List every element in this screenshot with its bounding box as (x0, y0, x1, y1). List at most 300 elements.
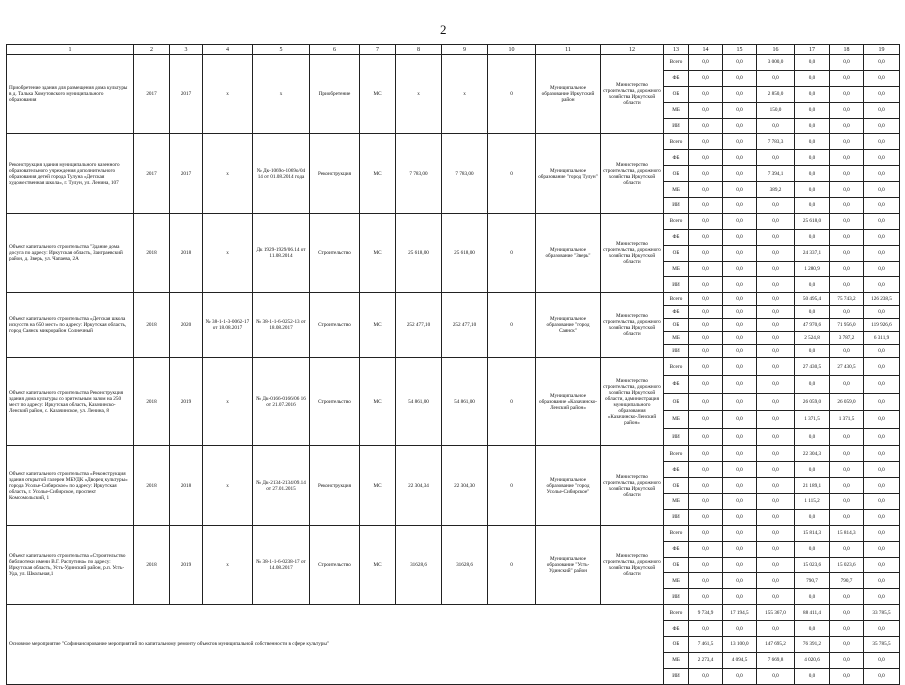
amount-cell: 0,0 (864, 118, 900, 134)
amount-cell: 0,0 (723, 293, 757, 306)
funding-source: Всего (664, 525, 689, 541)
total-amount-cell: 0,0 (723, 621, 757, 637)
object-field-c9: 7 783,00 (442, 134, 488, 213)
amount-cell: 3 000,0 (757, 55, 795, 71)
funding-source: ОБ (664, 478, 689, 494)
object-field-c10: 0 (488, 213, 536, 292)
amount-cell: 0,0 (723, 411, 757, 429)
total-amount-cell: 13 100,0 (723, 637, 757, 653)
amount-cell: 0,0 (795, 509, 830, 525)
funding-source: Всего (664, 446, 689, 462)
total-amount-cell: 0,0 (689, 621, 723, 637)
amount-cell: 0,0 (757, 393, 795, 411)
amount-cell: 0,0 (689, 446, 723, 462)
total-amount-cell: 17 194,5 (723, 605, 757, 621)
amount-cell: 0,0 (864, 494, 900, 510)
amount-cell: 0,0 (723, 198, 757, 214)
table-row (7, 446, 900, 462)
amount-cell: 0,0 (757, 261, 795, 277)
column-number-11: 11 (536, 45, 601, 55)
amount-cell: 0,0 (864, 375, 900, 393)
object-field-c7: МС (360, 525, 396, 604)
funding-source: ФБ (664, 621, 689, 637)
amount-cell: 0,0 (795, 198, 830, 214)
object-field-c6: Строительство (310, 358, 360, 446)
column-number-5: 5 (253, 45, 310, 55)
amount-cell: 0,0 (757, 150, 795, 166)
amount-cell: 26 059,0 (830, 393, 864, 411)
amount-cell: 24 337,1 (795, 245, 830, 261)
total-amount-cell: 35 785,5 (864, 637, 900, 653)
object-field-c12: Министерство строительства, дорожного хозяйства Иркутской области, администрация муниципального образования «Казачинско-Ленский район» (601, 358, 664, 446)
amount-cell: 0,0 (757, 332, 795, 345)
object-field-c8: 22 304,34 (396, 446, 442, 525)
amount-cell: 0,0 (689, 118, 723, 134)
amount-cell: 0,0 (723, 573, 757, 589)
amount-cell: 0,0 (689, 245, 723, 261)
amount-cell: 0,0 (830, 134, 864, 150)
amount-cell: 0,0 (689, 306, 723, 319)
object-field-y2: 2017 (170, 134, 203, 213)
object-field-c7: МС (360, 293, 396, 358)
table-row (7, 55, 900, 71)
object-field-c5: № 38-1-1-6-0238-17 от 14.08.2017 (253, 525, 310, 604)
amount-cell: 0,0 (689, 134, 723, 150)
total-amount-cell: 4 020,6 (795, 652, 830, 668)
amount-cell: 0,0 (830, 198, 864, 214)
object-field-c5: Дк 1929-1929/06.14 от 11.08.2014 (253, 213, 310, 292)
amount-cell: 0,0 (723, 589, 757, 605)
amount-cell: 0,0 (864, 182, 900, 198)
amount-cell: 0,0 (723, 182, 757, 198)
funding-source: ИИ (664, 428, 689, 446)
funding-source: МБ (664, 182, 689, 198)
amount-cell: 0,0 (757, 198, 795, 214)
amount-cell: 0,0 (864, 345, 900, 358)
amount-cell: 0,0 (864, 509, 900, 525)
column-number-2: 2 (134, 45, 170, 55)
total-amount-cell: 4 094,5 (723, 652, 757, 668)
total-amount-cell: 88 411,4 (795, 605, 830, 621)
amount-cell: 0,0 (689, 428, 723, 446)
object-field-c11: Муниципальное образование "Зверь" (536, 213, 601, 292)
object-field-y1: 2018 (134, 358, 170, 446)
column-number-8: 8 (396, 45, 442, 55)
amount-cell: 0,0 (795, 229, 830, 245)
object-field-y2: 2020 (170, 293, 203, 358)
amount-cell: 0,0 (795, 428, 830, 446)
amount-cell: 0,0 (795, 150, 830, 166)
amount-cell: 0,0 (689, 86, 723, 102)
total-amount-cell: 147 695,2 (757, 637, 795, 653)
amount-cell: 0,0 (830, 509, 864, 525)
object-field-c4: х (203, 134, 253, 213)
amount-cell: 22 304,3 (795, 446, 830, 462)
object-field-c10: 0 (488, 525, 536, 604)
amount-cell: 0,0 (830, 102, 864, 118)
amount-cell: 0,0 (723, 358, 757, 376)
amount-cell: 0,0 (689, 393, 723, 411)
amount-cell: 0,0 (864, 306, 900, 319)
amount-cell: 0,0 (864, 213, 900, 229)
amount-cell: 0,0 (830, 118, 864, 134)
amount-cell: 0,0 (757, 213, 795, 229)
total-amount-cell: 0,0 (864, 652, 900, 668)
amount-cell: 790,7 (795, 573, 830, 589)
amount-cell: 0,0 (689, 478, 723, 494)
total-amount-cell: 0,0 (689, 668, 723, 684)
amount-cell: 0,0 (757, 70, 795, 86)
amount-cell: 0,0 (689, 557, 723, 573)
amount-cell: 0,0 (689, 55, 723, 71)
amount-cell: 0,0 (689, 293, 723, 306)
amount-cell: 0,0 (830, 261, 864, 277)
amount-cell: 0,0 (689, 573, 723, 589)
amount-cell: 0,0 (795, 166, 830, 182)
object-field-c4: х (203, 213, 253, 292)
amount-cell: 0,0 (757, 589, 795, 605)
total-amount-cell: 9 734,9 (689, 605, 723, 621)
amount-cell: 50 495,4 (795, 293, 830, 306)
table-row (7, 525, 900, 541)
amount-cell: 27 430,5 (795, 358, 830, 376)
amount-cell: 0,0 (757, 541, 795, 557)
amount-cell: 0,0 (723, 478, 757, 494)
amount-cell: 25 618,0 (795, 213, 830, 229)
amount-cell: 0,0 (795, 375, 830, 393)
funding-source: ИИ (664, 589, 689, 605)
amount-cell: 0,0 (795, 541, 830, 557)
amount-cell: 15 814,3 (795, 525, 830, 541)
object-field-c6: Приобретение (310, 55, 360, 134)
amount-cell: 150,0 (757, 102, 795, 118)
amount-cell: 0,0 (864, 102, 900, 118)
amount-cell: 389,2 (757, 182, 795, 198)
amount-cell: 0,0 (689, 494, 723, 510)
object-field-c12: Министерство строительства, дорожного хозяйства Иркутской области (601, 55, 664, 134)
total-amount-cell: 0,0 (795, 621, 830, 637)
amount-cell: 0,0 (689, 277, 723, 293)
column-number-16: 16 (757, 45, 795, 55)
amount-cell: 0,0 (723, 393, 757, 411)
total-amount-cell: 0,0 (864, 668, 900, 684)
object-name: Реконструкция здания муниципального казенного образовательного учреждения дополнительного образования детей города Тулуна «Детская художественная школа», г. Тулун, ул. Ленина, 107 (7, 134, 134, 213)
amount-cell: 2 524,8 (795, 332, 830, 345)
object-field-c9: 252 477,10 (442, 293, 488, 358)
amount-cell: 0,0 (830, 166, 864, 182)
object-name: Приобретение здания для размещения дома культуры в д. Талька Хомутовского муниципального образования (7, 55, 134, 134)
column-number-3: 3 (170, 45, 203, 55)
amount-cell: 0,0 (864, 229, 900, 245)
object-field-c6: Строительство (310, 525, 360, 604)
total-amount-cell: 7 669,8 (757, 652, 795, 668)
amount-cell: 0,0 (757, 462, 795, 478)
amount-cell: 0,0 (830, 182, 864, 198)
funding-source: ИИ (664, 668, 689, 684)
amount-cell: 0,0 (689, 411, 723, 429)
funding-source: МБ (664, 261, 689, 277)
amount-cell: 0,0 (830, 150, 864, 166)
amount-cell: 0,0 (689, 213, 723, 229)
object-field-c11: Муниципальное образование "Усть-Удинский" район (536, 525, 601, 604)
amount-cell: 0,0 (864, 525, 900, 541)
funding-source: ОБ (664, 86, 689, 102)
amount-cell: 0,0 (757, 306, 795, 319)
amount-cell: 0,0 (795, 55, 830, 71)
amount-cell: 0,0 (757, 446, 795, 462)
amount-cell: 1 280,9 (795, 261, 830, 277)
amount-cell: 0,0 (864, 446, 900, 462)
object-field-c12: Министерство строительства, дорожного хозяйства Иркутской области (601, 293, 664, 358)
amount-cell: 0,0 (830, 589, 864, 605)
object-field-c9: х (442, 55, 488, 134)
object-field-c11: Муниципальное образование "город Тулун" (536, 134, 601, 213)
object-field-c6: Строительство (310, 213, 360, 292)
amount-cell: 0,0 (830, 345, 864, 358)
object-field-c7: МС (360, 55, 396, 134)
amount-cell: 0,0 (689, 462, 723, 478)
total-amount-cell: 0,0 (830, 621, 864, 637)
amount-cell: 0,0 (757, 319, 795, 332)
funding-source: Всего (664, 213, 689, 229)
funding-source: Всего (664, 134, 689, 150)
amount-cell: 0,0 (795, 118, 830, 134)
table-row (7, 213, 900, 229)
amount-cell: 0,0 (689, 70, 723, 86)
object-field-c10: 0 (488, 55, 536, 134)
amount-cell: 0,0 (830, 70, 864, 86)
object-field-y1: 2017 (134, 134, 170, 213)
amount-cell: 26 059,0 (795, 393, 830, 411)
amount-cell: 0,0 (689, 198, 723, 214)
funding-source: МБ (664, 332, 689, 345)
object-name: Объект капитального строительства "Здание дома досуга по адресу: Иркутская область, Заиграевский район, д. Зверь, ул. Чапаева, 2А (7, 213, 134, 292)
amount-cell: 0,0 (830, 245, 864, 261)
funding-source: ОБ (664, 637, 689, 653)
amount-cell: 0,0 (757, 293, 795, 306)
amount-cell: 0,0 (689, 509, 723, 525)
total-label: Основное мероприятие "Софинансирование мероприятий по капитальному ремонту объектов муниципальной собственности в сфере культуры" (7, 605, 664, 684)
amount-cell: 0,0 (689, 589, 723, 605)
amount-cell: 0,0 (864, 541, 900, 557)
total-amount-cell: 155 367,0 (757, 605, 795, 621)
total-amount-cell: 0,0 (830, 652, 864, 668)
amount-cell: 0,0 (757, 557, 795, 573)
amount-cell: 0,0 (689, 150, 723, 166)
amount-cell: 0,0 (830, 306, 864, 319)
funding-source: ОБ (664, 166, 689, 182)
amount-cell: 0,0 (723, 332, 757, 345)
object-field-c12: Министерство строительства, дорожного хозяйства Иркутской области (601, 525, 664, 604)
amount-cell: 0,0 (864, 150, 900, 166)
object-field-c12: Министерство строительства, дорожного хозяйства Иркутской области (601, 446, 664, 525)
amount-cell: 7 394,1 (757, 166, 795, 182)
column-number-4: 4 (203, 45, 253, 55)
amount-cell: 0,0 (723, 55, 757, 71)
amount-cell: 0,0 (864, 198, 900, 214)
object-field-c6: Реконструкция (310, 446, 360, 525)
amount-cell: 0,0 (830, 462, 864, 478)
amount-cell: 0,0 (830, 375, 864, 393)
object-field-c10: 0 (488, 446, 536, 525)
amount-cell: 0,0 (689, 166, 723, 182)
amount-cell: 0,0 (830, 55, 864, 71)
amount-cell: 0,0 (864, 134, 900, 150)
budget-table (6, 44, 900, 685)
amount-cell: 0,0 (864, 277, 900, 293)
object-field-c9: 54 861,00 (442, 358, 488, 446)
column-number-10: 10 (488, 45, 536, 55)
column-number-13: 13 (664, 45, 689, 55)
object-field-y1: 2018 (134, 525, 170, 604)
amount-cell: 0,0 (864, 245, 900, 261)
amount-cell: 0,0 (689, 261, 723, 277)
object-field-c7: МС (360, 213, 396, 292)
amount-cell: 0,0 (723, 525, 757, 541)
funding-source: ИИ (664, 118, 689, 134)
amount-cell: 119 926,6 (864, 319, 900, 332)
object-field-c9: 31628,6 (442, 525, 488, 604)
amount-cell: 0,0 (689, 525, 723, 541)
total-amount-cell: 7 461,5 (689, 637, 723, 653)
funding-source: ИИ (664, 198, 689, 214)
funding-source: Всего (664, 358, 689, 376)
funding-source: ФБ (664, 541, 689, 557)
amount-cell: 0,0 (864, 393, 900, 411)
amount-cell: 0,0 (689, 345, 723, 358)
page-number: 2 (440, 22, 447, 37)
amount-cell: 0,0 (757, 229, 795, 245)
object-field-y2: 2018 (170, 213, 203, 292)
amount-cell: 15 814,3 (830, 525, 864, 541)
amount-cell: 0,0 (689, 182, 723, 198)
amount-cell: 0,0 (723, 102, 757, 118)
amount-cell: 0,0 (723, 134, 757, 150)
object-field-c8: х (396, 55, 442, 134)
amount-cell: 0,0 (723, 345, 757, 358)
amount-cell: 0,0 (757, 525, 795, 541)
object-field-y1: 2018 (134, 293, 170, 358)
amount-cell: 0,0 (757, 277, 795, 293)
amount-cell: 0,0 (689, 319, 723, 332)
amount-cell: 0,0 (723, 509, 757, 525)
column-number-14: 14 (689, 45, 723, 55)
amount-cell: 0,0 (864, 589, 900, 605)
object-field-c8: 252 477,10 (396, 293, 442, 358)
total-amount-cell: 0,0 (757, 621, 795, 637)
table-row (7, 358, 900, 376)
amount-cell: 0,0 (795, 182, 830, 198)
object-name: Объект капитального строительства «Строительство библиотеки имени В.Г. Распутина» по адресу: Иркутская область, Усть-Удинский район, р.п. Усть-Уда, ул. Школьная,1 (7, 525, 134, 604)
amount-cell: 0,0 (864, 411, 900, 429)
object-field-c6: Строительство (310, 293, 360, 358)
amount-cell: 0,0 (723, 261, 757, 277)
amount-cell: 0,0 (689, 102, 723, 118)
amount-cell: 0,0 (723, 541, 757, 557)
column-number-17: 17 (795, 45, 830, 55)
amount-cell: 2 850,0 (757, 86, 795, 102)
amount-cell: 0,0 (795, 134, 830, 150)
amount-cell: 0,0 (757, 345, 795, 358)
funding-source: ФБ (664, 150, 689, 166)
object-field-c7: МС (360, 446, 396, 525)
amount-cell: 0,0 (864, 462, 900, 478)
amount-cell: 0,0 (723, 213, 757, 229)
amount-cell: 0,0 (795, 70, 830, 86)
total-amount-cell: 0,0 (723, 668, 757, 684)
funding-source: ОБ (664, 557, 689, 573)
amount-cell: 126 238,5 (864, 293, 900, 306)
object-field-y1: 2017 (134, 55, 170, 134)
column-number-9: 9 (442, 45, 488, 55)
object-field-c8: 25 618,00 (396, 213, 442, 292)
object-field-c11: Муниципальное образование Иркутский район (536, 55, 601, 134)
total-amount-cell: 76 391,2 (795, 637, 830, 653)
object-field-y2: 2017 (170, 55, 203, 134)
object-field-c8: 31628,6 (396, 525, 442, 604)
funding-source: ОБ (664, 245, 689, 261)
total-row (7, 605, 900, 621)
amount-cell: 0,0 (757, 411, 795, 429)
amount-cell: 0,0 (864, 573, 900, 589)
total-amount-cell: 0,0 (757, 668, 795, 684)
amount-cell: 0,0 (723, 462, 757, 478)
funding-source: Всего (664, 293, 689, 306)
amount-cell: 3 787,2 (830, 332, 864, 345)
funding-source: МБ (664, 573, 689, 589)
funding-source: ОБ (664, 319, 689, 332)
amount-cell: 0,0 (757, 118, 795, 134)
funding-source: МБ (664, 494, 689, 510)
amount-cell: 0,0 (689, 332, 723, 345)
funding-source: ФБ (664, 70, 689, 86)
amount-cell: 0,0 (757, 494, 795, 510)
amount-cell: 0,0 (723, 118, 757, 134)
amount-cell: 0,0 (864, 166, 900, 182)
object-field-c10: 0 (488, 358, 536, 446)
funding-source: МБ (664, 411, 689, 429)
object-name: Объект капитального строительства Реконструкция здания дома культуры со зрительным залом на 250 мест по адресу: Иркутская область, Казачинско-Ленский район, с. Казачинское, ул. Ленина, 8 (7, 358, 134, 446)
funding-source: ФБ (664, 462, 689, 478)
amount-cell: 0,0 (864, 55, 900, 71)
amount-cell: 27 430,5 (830, 358, 864, 376)
amount-cell: 0,0 (757, 478, 795, 494)
amount-cell: 0,0 (864, 478, 900, 494)
amount-cell: 0,0 (723, 446, 757, 462)
object-field-c9: 25 618,00 (442, 213, 488, 292)
amount-cell: 0,0 (723, 150, 757, 166)
amount-cell: 0,0 (864, 358, 900, 376)
amount-cell: 75 743,2 (830, 293, 864, 306)
table-row (7, 293, 900, 306)
amount-cell: 0,0 (864, 428, 900, 446)
amount-cell: 0,0 (795, 102, 830, 118)
amount-cell: 0,0 (830, 446, 864, 462)
amount-cell: 0,0 (795, 86, 830, 102)
amount-cell: 0,0 (830, 541, 864, 557)
amount-cell: 0,0 (830, 213, 864, 229)
amount-cell: 71 956,0 (830, 319, 864, 332)
object-name: Объект капитального строительства «Реконструкция здания открытой галереи МБУДК «Дворец культуры» города Усолье-Сибирское» по адресу: Иркутская область, г. Усолье-Сибирское, проспект Комсомольский, 1 (7, 446, 134, 525)
amount-cell: 0,0 (757, 509, 795, 525)
funding-source: ИИ (664, 277, 689, 293)
object-field-c5: № Дк-1069о-1069о/04 14 от 01.08.2014 года (253, 134, 310, 213)
amount-cell: 47 970,6 (795, 319, 830, 332)
amount-cell: 0,0 (795, 277, 830, 293)
amount-cell: 0,0 (757, 375, 795, 393)
amount-cell: 0,0 (723, 229, 757, 245)
funding-source: МБ (664, 652, 689, 668)
